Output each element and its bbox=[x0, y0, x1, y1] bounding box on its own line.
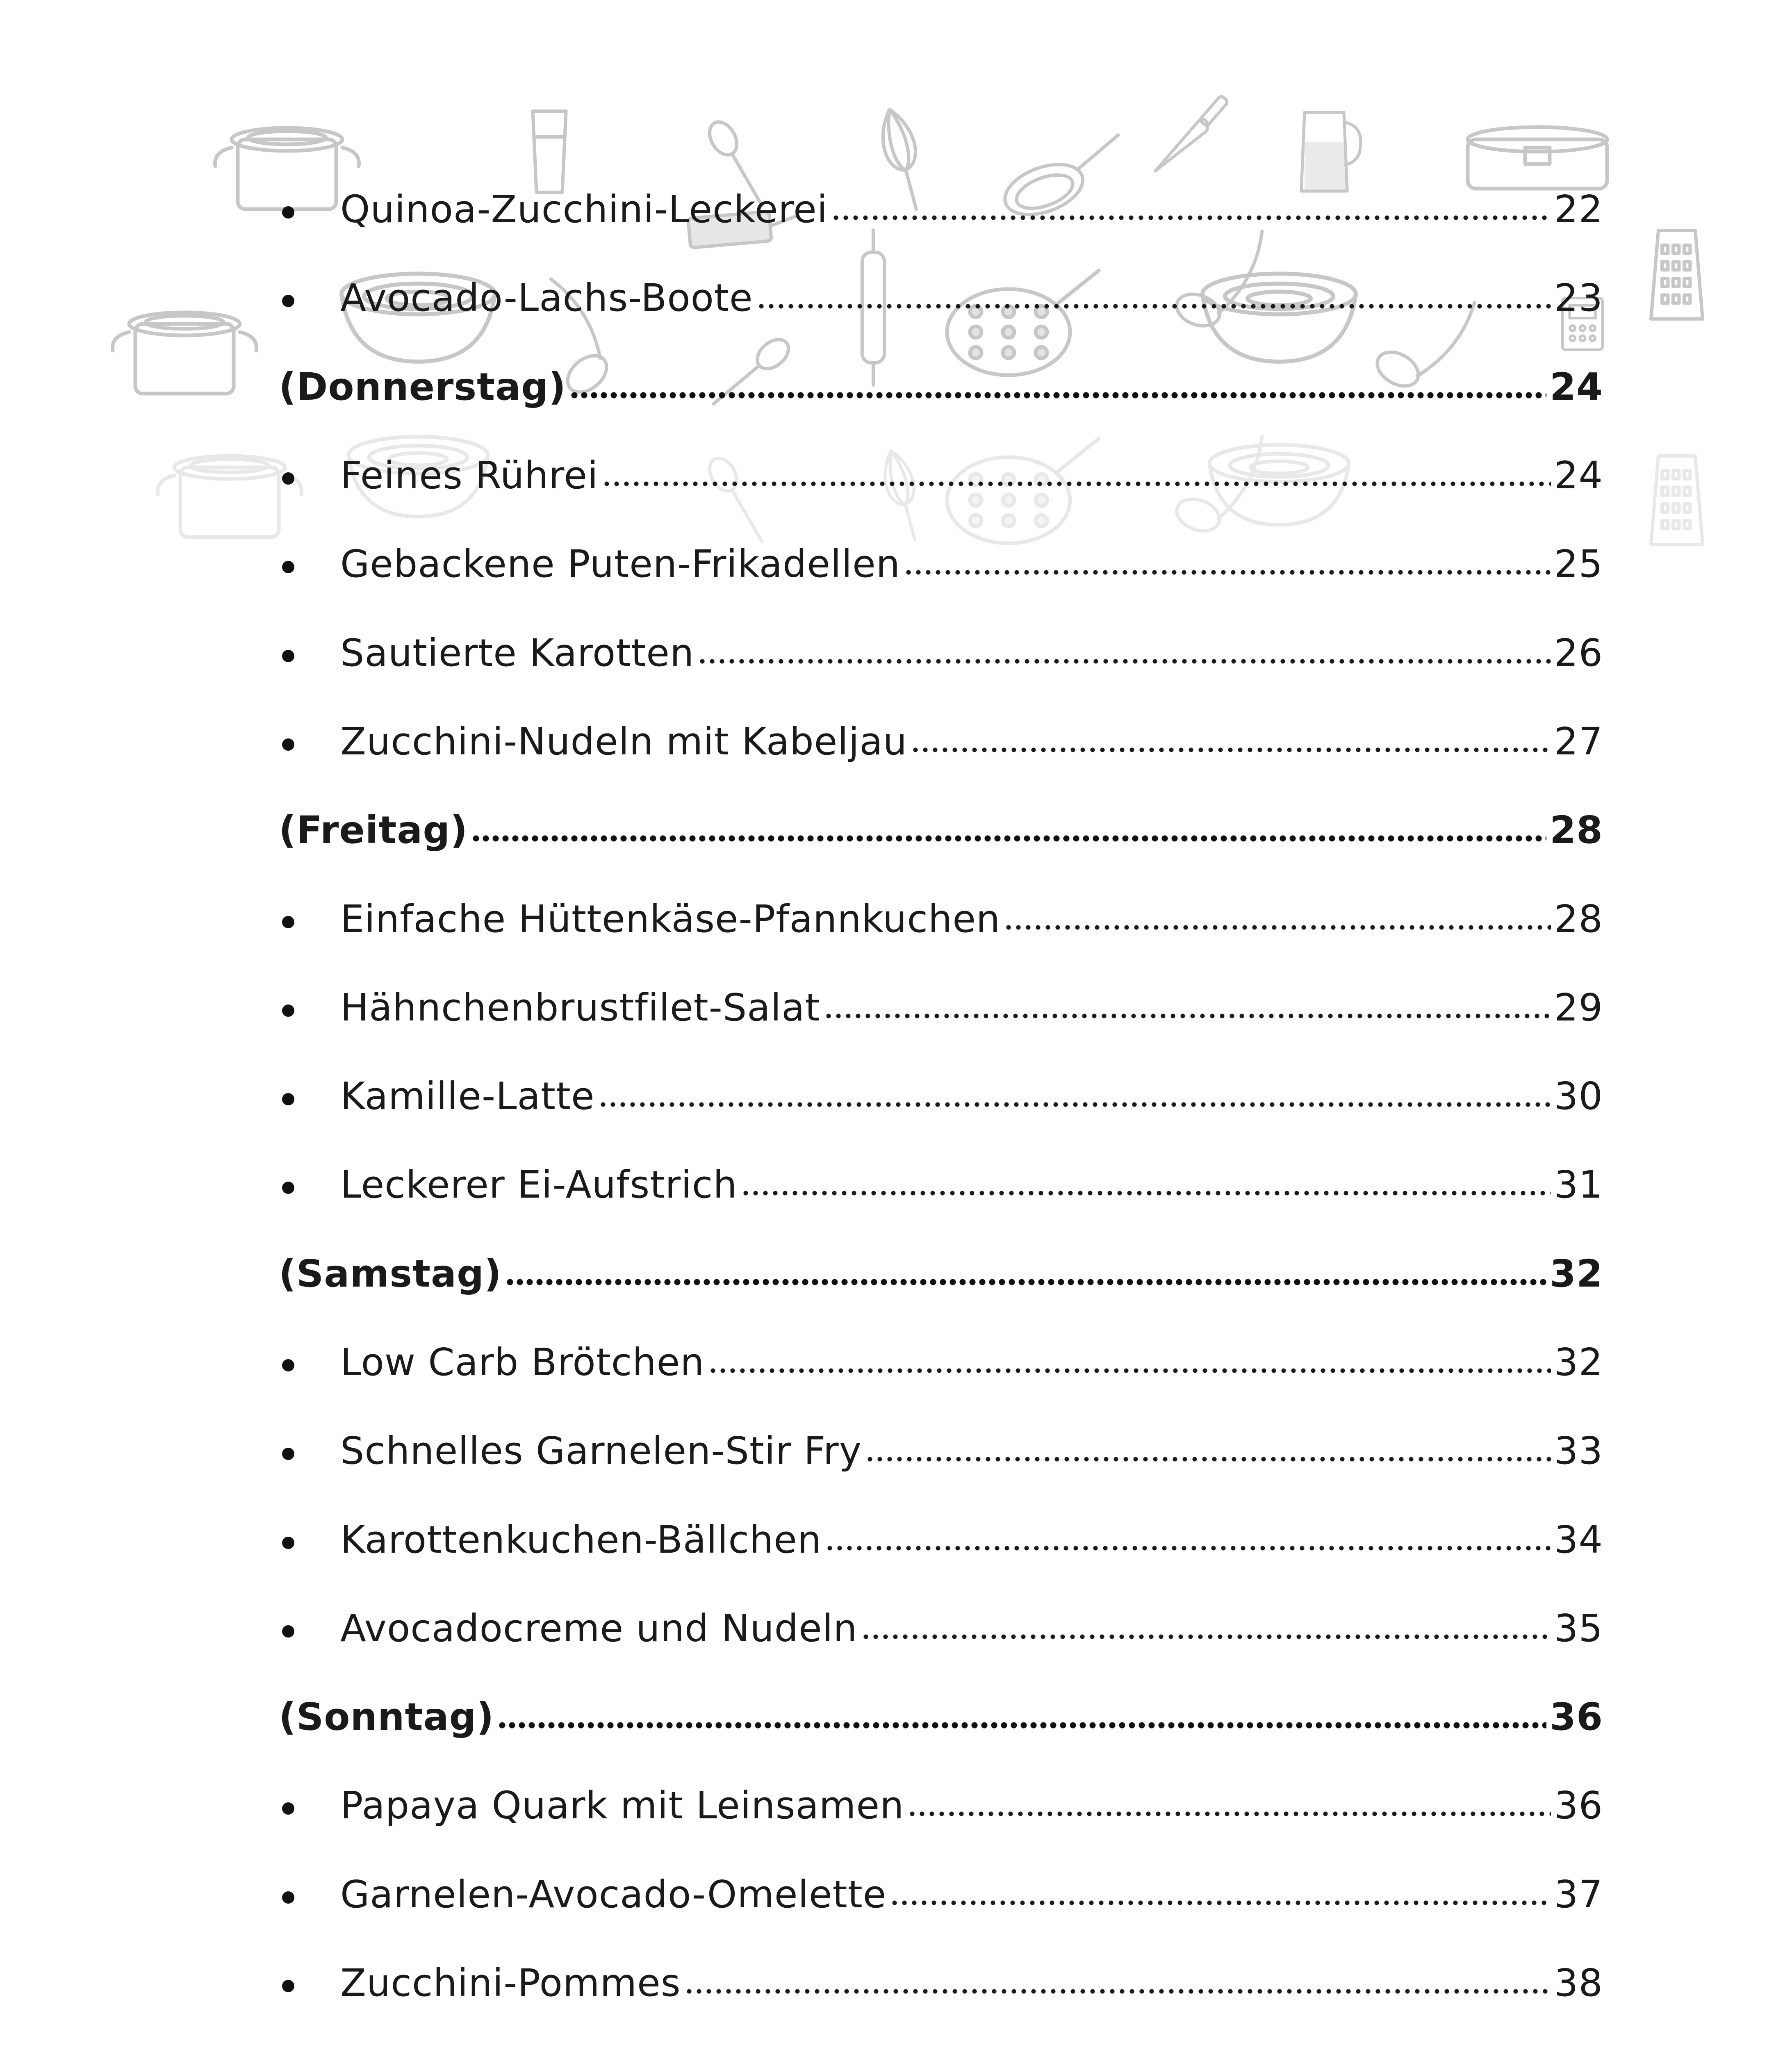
dot-leader bbox=[684, 1987, 1551, 1995]
toc-entry-title: Quinoa-Zucchini-Leckerei bbox=[340, 187, 828, 232]
dot-leader bbox=[497, 1721, 1546, 1729]
toc-entry-page-number: 25 bbox=[1554, 542, 1603, 586]
toc-entry-page-number: 24 bbox=[1554, 453, 1603, 498]
dot-leader bbox=[505, 1278, 1546, 1286]
toc-section-heading[interactable] bbox=[279, 343, 1603, 431]
toc-entry-page-number: 27 bbox=[1554, 719, 1603, 763]
grater-icon bbox=[1651, 456, 1703, 544]
toc-entry-title: Feines Rührei bbox=[340, 453, 599, 498]
dot-leader bbox=[1004, 923, 1551, 932]
dot-leader bbox=[865, 1455, 1551, 1463]
dot-leader bbox=[825, 1544, 1551, 1552]
dot-leader bbox=[602, 480, 1551, 488]
toc-entry-title: Kamille-Latte bbox=[340, 1074, 595, 1118]
dot-leader bbox=[708, 1367, 1551, 1375]
cooking-pot-icon bbox=[113, 312, 257, 394]
toc-entry-page-number: 23 bbox=[1554, 276, 1603, 320]
toc-entry-title: Papaya Quark mit Leinsamen bbox=[340, 1784, 904, 1828]
toc-entry-title: Zucchini-Pommes bbox=[340, 1961, 681, 2005]
dot-leader bbox=[756, 302, 1551, 310]
toc-section-heading[interactable] bbox=[279, 1230, 1603, 1318]
toc-entry[interactable] bbox=[279, 963, 1603, 1052]
toc-entry[interactable] bbox=[279, 1407, 1603, 1495]
toc-entry-title: (Sonntag) bbox=[279, 1695, 494, 1739]
grater-icon bbox=[1651, 230, 1703, 319]
dot-leader bbox=[598, 1100, 1551, 1109]
toc-entry-title: Avocadocreme und Nudeln bbox=[340, 1606, 858, 1650]
knife-icon bbox=[1141, 94, 1236, 171]
toc-entry-page-number: 33 bbox=[1554, 1429, 1603, 1473]
toc-entry-title: Gebackene Puten-Frikadellen bbox=[340, 542, 901, 586]
toc-entry-title: (Freitag) bbox=[279, 808, 468, 852]
toc-entry-page-number: 28 bbox=[1549, 808, 1603, 852]
dot-leader bbox=[890, 1899, 1551, 1907]
toc-entry[interactable] bbox=[279, 1318, 1603, 1407]
toc-section-heading[interactable] bbox=[279, 1673, 1603, 1761]
toc-entry[interactable] bbox=[279, 254, 1603, 342]
toc-entry[interactable] bbox=[279, 875, 1603, 963]
toc-entry-title: (Donnerstag) bbox=[279, 364, 567, 409]
toc-entry-page-number: 32 bbox=[1554, 1340, 1603, 1384]
toc-entry[interactable] bbox=[279, 431, 1603, 520]
toc-entry[interactable] bbox=[279, 1495, 1603, 1584]
toc-entry-title: Karottenkuchen-Bällchen bbox=[340, 1517, 822, 1562]
dot-leader bbox=[824, 1012, 1551, 1020]
dot-leader bbox=[861, 1633, 1551, 1641]
toc-entry-page-number: 34 bbox=[1554, 1517, 1603, 1562]
toc-entry[interactable] bbox=[279, 1584, 1603, 1673]
table-of-contents bbox=[279, 165, 1603, 2050]
dot-leader bbox=[831, 214, 1551, 222]
dot-leader bbox=[907, 1810, 1551, 1818]
toc-section-heading[interactable] bbox=[279, 786, 1603, 875]
toc-entry[interactable] bbox=[279, 1850, 1603, 1939]
toc-entry-title: Sautierte Karotten bbox=[340, 631, 694, 675]
toc-entry-page-number: 28 bbox=[1554, 897, 1603, 941]
toc-entry[interactable] bbox=[279, 1141, 1603, 1229]
toc-entry[interactable] bbox=[279, 1761, 1603, 1850]
toc-entry-title: (Samstag) bbox=[279, 1251, 502, 1296]
toc-entry-title: Einfache Hüttenkäse-Pfannkuchen bbox=[340, 897, 1001, 941]
toc-entry-page-number: 30 bbox=[1554, 1074, 1603, 1118]
toc-entry[interactable] bbox=[279, 1052, 1603, 1141]
toc-entry-title: Leckerer Ei-Aufstrich bbox=[340, 1163, 738, 1207]
dot-leader bbox=[569, 391, 1546, 399]
toc-entry-page-number: 36 bbox=[1549, 1695, 1603, 1739]
toc-entry[interactable] bbox=[279, 697, 1603, 786]
toc-entry-title: Low Carb Brötchen bbox=[340, 1340, 705, 1384]
toc-entry[interactable] bbox=[279, 165, 1603, 254]
toc-entry-title: Zucchini-Nudeln mit Kabeljau bbox=[340, 719, 908, 763]
toc-entry-title: Avocado-Lachs-Boote bbox=[340, 276, 753, 320]
toc-entry-page-number: 29 bbox=[1554, 985, 1603, 1030]
dot-leader bbox=[471, 834, 1546, 843]
toc-entry-page-number: 31 bbox=[1554, 1163, 1603, 1207]
toc-entry-title: Garnelen-Avocado-Omelette bbox=[340, 1872, 887, 1916]
toc-entry[interactable] bbox=[279, 2027, 1603, 2050]
dot-leader bbox=[741, 1189, 1551, 1197]
toc-entry[interactable] bbox=[279, 608, 1603, 697]
toc-entry[interactable] bbox=[279, 520, 1603, 608]
toc-entry-page-number: 24 bbox=[1549, 364, 1603, 409]
toc-entry[interactable] bbox=[279, 1939, 1603, 2027]
dot-leader bbox=[911, 746, 1551, 754]
dot-leader bbox=[697, 657, 1551, 665]
toc-entry-page-number: 22 bbox=[1554, 187, 1603, 232]
dot-leader bbox=[904, 568, 1551, 576]
toc-entry-page-number: 35 bbox=[1554, 1606, 1603, 1650]
toc-entry-title: Hähnchenbrustfilet-Salat bbox=[340, 985, 820, 1030]
toc-entry-page-number: 26 bbox=[1554, 631, 1603, 675]
toc-entry-title: Schnelles Garnelen-Stir Fry bbox=[340, 1429, 862, 1473]
toc-entry-page-number: 37 bbox=[1554, 1872, 1603, 1916]
toc-entry-page-number: 38 bbox=[1554, 1961, 1603, 2005]
toc-entry-page-number: 32 bbox=[1549, 1251, 1603, 1296]
toc-entry-page-number: 36 bbox=[1554, 1784, 1603, 1828]
